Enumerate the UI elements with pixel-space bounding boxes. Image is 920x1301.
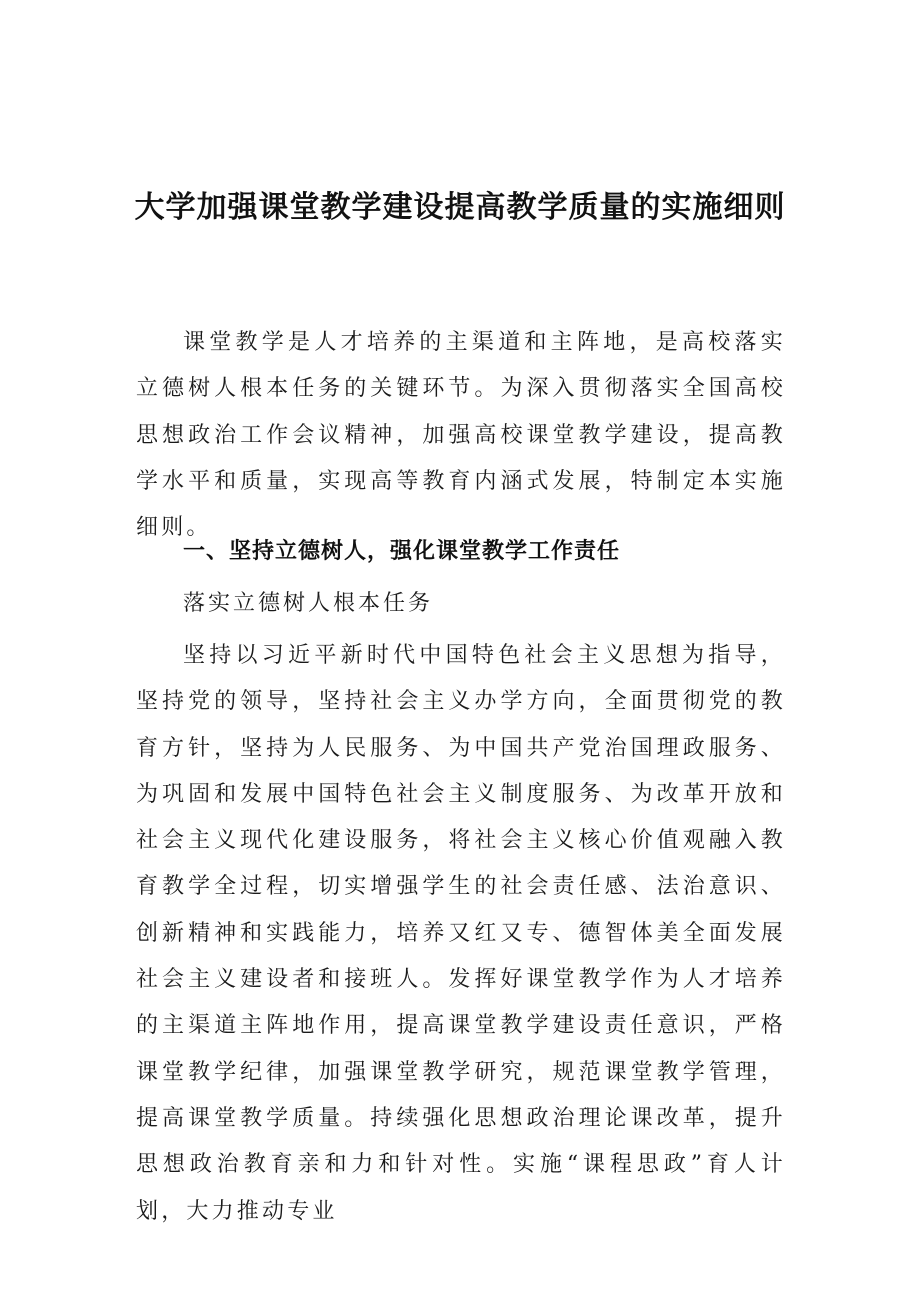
section-subheading: 落实立德树人根本任务	[183, 591, 434, 616]
document-title: 大学加强课堂教学建设提高教学质量的实施细则	[134, 190, 786, 225]
section-heading: 一、坚持立德树人，强化课堂教学工作责任	[183, 539, 621, 564]
intro-paragraph: 课堂教学是人才培养的主渠道和主阵地，是高校落实立德树人根本任务的关键环节。为深入贯彻落实全国高校思想政治工作会议精神，加强高校课堂教学建设，提高教学水平和质量，实现高等教育内涵式发展，特制定本实施细则。	[136, 330, 786, 541]
section-paragraph: 坚持以习近平新时代中国特色社会主义思想为指导，坚持党的领导，坚持社会主义办学方向，全面贯彻党的教育方针，坚持为人民服务、为中国共产党治国理政服务、为巩固和发展中国特色社会主义制度服务、为改革开放和社会主义现代化建设服务，将社会主义核心价值观融入教育教学全过程，切实增强学生的社会责任感、法治意识、创新精神和实践能力，培养又红又专、德智体美全面发展社会主义建设者和接班人。发挥好课堂教学作为人才培养的主渠道主阵地作用，提高课堂教学建设责任意识，严格课堂教学纪律，加强课堂教学研究，规范课堂教学管理，提高课堂教学质量。持续强化思想政治理论课改革，提升思想政治教育亲和力和针对性。实施“课程思政”育人计划，大力推动专业	[136, 643, 786, 1224]
